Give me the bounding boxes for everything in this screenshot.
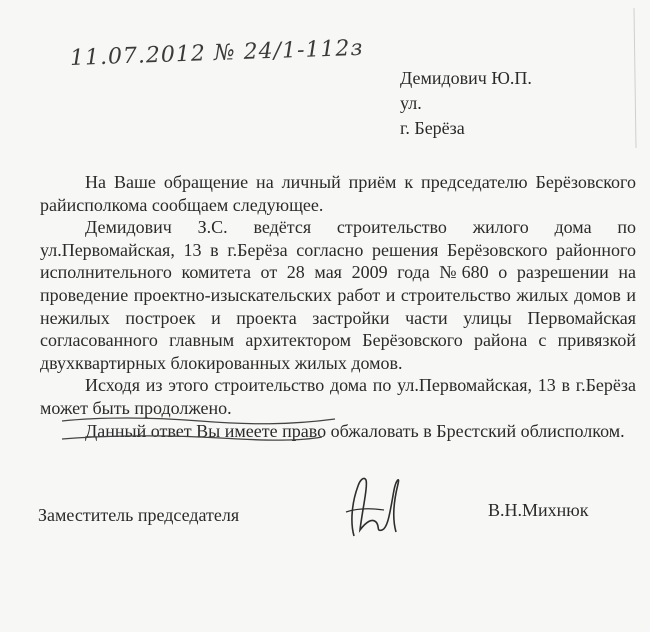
handwritten-underline — [60, 413, 340, 443]
handwritten-reference: 11.07.2012 № 24/1-112з — [69, 35, 364, 71]
scan-edge-mark — [624, 8, 644, 148]
paragraph-construction: Демидович З.С. ведётся строительство жилого дома по ул.Первомайская, 13 в г.Берёза согласно решения Берёзовского районного исполнительного комитета от 28 мая 2009 года №680 о разрешении на проведение проектно-изыскательских работ и строительство жилых домов и нежилых построек и проекта застройки части улицы Первомайская согласованного главным архитектором Берёзовского района с привязкой двухквартирных блокированных жилых домов. — [40, 217, 636, 373]
paragraph-conclusion: Исходя из этого строительство дома по ул.Первомайская, 13 в г.Берёза может быть продолжено. — [40, 375, 636, 418]
paragraph-appeal: Данный ответ Вы имеете право обжаловать в Брестский облисполком. — [85, 420, 625, 441]
signature-image — [336, 472, 406, 544]
signatory-position: Заместитель председателя — [38, 505, 240, 525]
addressee-street: ул. — [400, 93, 422, 113]
letter-body — [40, 171, 636, 442]
addressee-city: г. Берёза — [400, 118, 465, 138]
addressee-block — [400, 66, 532, 141]
addressee-name: Демидович Ю.П. — [400, 68, 532, 88]
paragraph-request: На Ваше обращение на личный приём к председателю Берёзовского райисполкома сообщаем следующее. — [40, 172, 636, 215]
signatory-name: В.Н.Михнюк — [488, 500, 589, 520]
